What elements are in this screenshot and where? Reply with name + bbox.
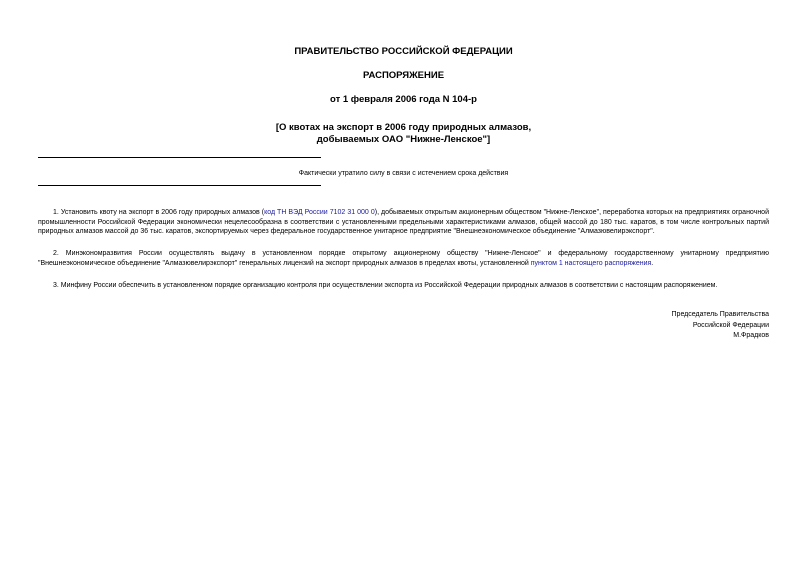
- government-heading: ПРАВИТЕЛЬСТВО РОССИЙСКОЙ ФЕДЕРАЦИИ: [294, 46, 513, 57]
- document-title-line-1: [О квотах на экспорт в 2006 году природных алмазов,: [275, 122, 532, 133]
- bottom-divider: [38, 185, 321, 186]
- date-number-line: от 1 февраля 2006 года N 104-р: [330, 94, 477, 105]
- paragraph-2: [38, 249, 769, 268]
- status-note: Фактически утратило силу в связи с истечением срока действия: [298, 170, 509, 177]
- clause-1-link[interactable]: пунктом 1 настоящего распоряжения: [530, 259, 652, 267]
- paragraph-1-text-b: ), добываемых открытым акционерным обществом "Нижне-Ленское", переработка которых на предприятиях ограночной промышленности Российской Федерации экономически нецелесообразна в соответствии с установленными предельными характеристиками алмазов, общей массой до 180 тыс. каратов, в том числе контрольных партий природных алмазов массой до 36 тыс. каратов, экспортируемых через федеральное государственное унитарное предприятие "Внешнеэкономическое объединение "Алмазювелирэкспорт".: [38, 209, 769, 236]
- document-type-heading: РАСПОРЯЖЕНИЕ: [362, 70, 445, 81]
- document-title: [0, 122, 807, 146]
- document-title-line-2: добываемых ОАО "Нижне-Ленское"]: [316, 134, 491, 145]
- signature-organization: Российской Федерации: [692, 321, 769, 329]
- top-divider: [38, 157, 321, 158]
- paragraph-2-text-b: .: [651, 259, 654, 267]
- paragraph-1: [38, 208, 769, 237]
- signature-block: [672, 310, 769, 342]
- paragraph-2-text-a: 2. Минэкономразвития России осуществлять выдачу в установленном порядке открытому акционерному обществу "Нижне-Ленское" и федеральному государственному унитарному предприятию "Внешнеэкономическое объединение "Алмазювелирэкспорт" генеральных лицензий на экспорт природных алмазов в пределах квоты, установленной: [38, 250, 769, 267]
- paragraph-3: 3. Минфину России обеспечить в установленном порядке организацию контроля при осуществлении экспорта из Российской Федерации природных алмазов в соответствии с настоящим распоряжением.: [53, 282, 718, 289]
- signature-name: М.Фрадков: [733, 332, 769, 339]
- customs-code-link[interactable]: код ТН ВЭД России 7102 31 000 0: [264, 209, 375, 216]
- signature-position: Председатель Правительства: [671, 311, 769, 318]
- paragraph-1-text-a: 1. Установить квоту на экспорт в 2006 году природных алмазов (: [53, 209, 265, 216]
